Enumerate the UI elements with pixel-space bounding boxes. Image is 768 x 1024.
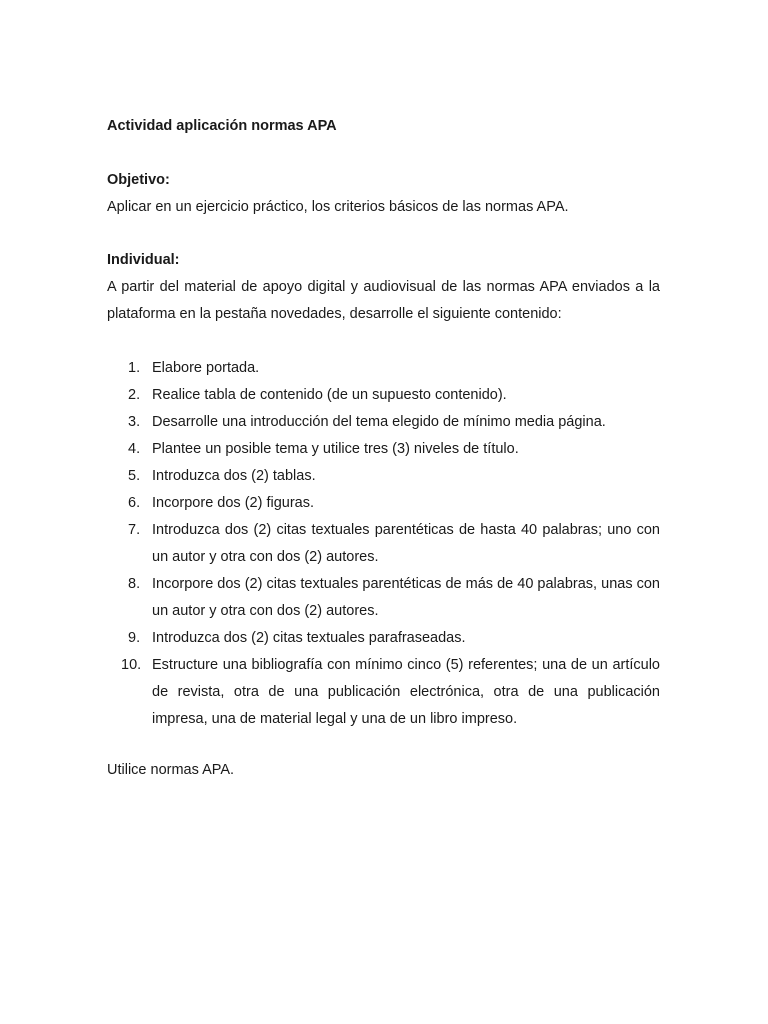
document-title: Actividad aplicación normas APA [107, 118, 337, 134]
list-item [107, 652, 660, 733]
list-item-text: Incorpore dos (2) citas textuales parentéticas de más de 40 palabras, unas con un autor y otra con dos (2) autores. [152, 576, 660, 619]
list-item [107, 571, 660, 625]
task-list [107, 355, 660, 733]
list-item-number: 4. [128, 441, 141, 457]
list-item [107, 382, 660, 409]
list-item-text: Estructure una bibliografía con mínimo cinco (5) referentes; una de un artículo de revista, otra de una publicación electrónica, otra de una publicación impresa, una de material legal y una de un libro impreso. [152, 657, 660, 727]
individual-heading: Individual: [107, 252, 180, 268]
objective-heading: Objetivo: [107, 172, 170, 188]
list-item-text: Desarrolle una introducción del tema elegido de mínimo media página. [152, 414, 606, 430]
list-item-text: Elabore portada. [152, 360, 260, 376]
list-item-number: 7. [128, 522, 141, 538]
list-item-text: Introduzca dos (2) citas textuales parafraseadas. [152, 630, 466, 646]
list-item [107, 436, 660, 463]
list-item-text: Plantee un posible tema y utilice tres (3) niveles de título. [152, 441, 519, 457]
list-item-text: Realice tabla de contenido (de un supuesto contenido). [152, 387, 507, 403]
list-item [107, 625, 660, 652]
list-item-number: 2. [128, 387, 141, 403]
list-item [107, 490, 660, 517]
list-item-number: 3. [128, 414, 141, 430]
list-item-text: Introduzca dos (2) tablas. [152, 468, 316, 484]
list-item-number: 5. [128, 468, 141, 484]
closing-text: Utilice normas APA. [107, 762, 235, 778]
list-item [107, 355, 660, 382]
list-item-number: 8. [128, 576, 141, 592]
list-item-number: 6. [128, 495, 141, 511]
list-item [107, 517, 660, 571]
individual-text: A partir del material de apoyo digital y audiovisual de las normas APA enviados a la plataforma en la pestaña novedades, desarrolle el siguiente contenido: [107, 279, 660, 322]
list-item [107, 463, 660, 490]
list-item-text: Incorpore dos (2) figuras. [152, 495, 314, 511]
list-item-text: Introduzca dos (2) citas textuales parentéticas de hasta 40 palabras; uno con un autor y otra con dos (2) autores. [152, 522, 660, 565]
list-item [107, 409, 660, 436]
list-item-number: 9. [128, 630, 141, 646]
list-item-number: 1. [128, 360, 141, 376]
objective-text: Aplicar en un ejercicio práctico, los criterios básicos de las normas APA. [107, 199, 569, 215]
list-item-number: 10. [121, 657, 142, 673]
